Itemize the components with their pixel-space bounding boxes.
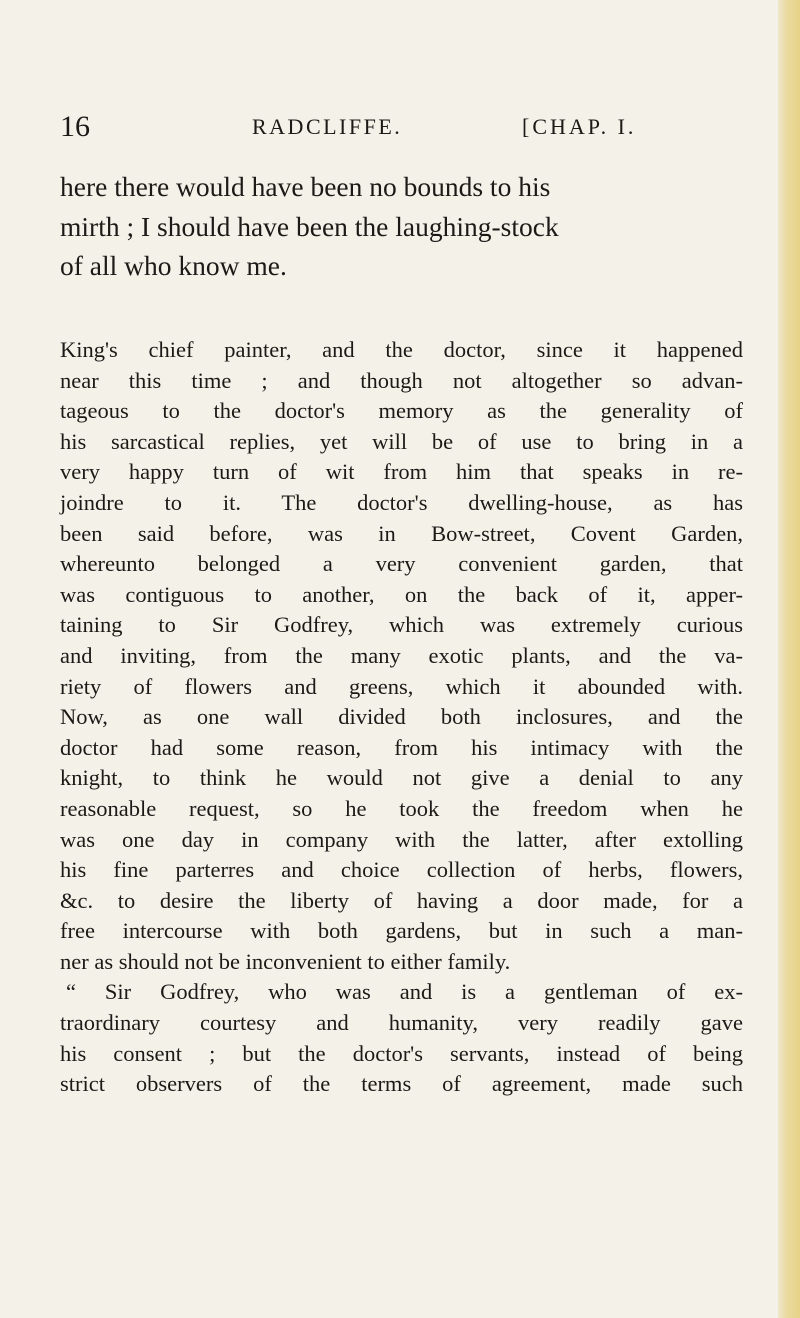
text-line: been said before, was in Bow-street, Covent Garden, — [60, 520, 743, 546]
running-head — [60, 105, 760, 149]
text-line: knight, to think he would not give a denial to any — [60, 765, 743, 791]
text-line: was one day in company with the latter, after extolling — [60, 826, 743, 852]
text-line: Now, as one wall divided both inclosures, and the — [60, 704, 743, 730]
text-line: taining to Sir Godfrey, which was extremely curious — [60, 612, 743, 638]
text-line: joindre to it. The doctor's dwelling-house, as has — [60, 489, 743, 515]
text-line: and inviting, from the many exotic plants, and the va- — [60, 642, 743, 668]
page-edge — [778, 0, 800, 1318]
text-line: his sarcastical replies, yet will be of use to bring in a — [60, 428, 743, 454]
main-paragraph — [60, 335, 743, 1100]
text-line: reasonable request, so he took the freedom when he — [60, 795, 743, 821]
text-line: here there would have been no bounds to his — [60, 171, 551, 202]
text-line: of all who know me. — [60, 250, 287, 281]
text-line: his consent ; but the doctor's servants, instead of being — [60, 1040, 743, 1066]
upper-paragraph — [60, 167, 750, 286]
text-line: his fine parterres and choice collection of herbs, flowers, — [60, 857, 743, 883]
text-line: doctor had some reason, from his intimacy with the — [60, 734, 743, 760]
running-title: RADCLIFFE. — [252, 114, 403, 139]
text-line: King's chief painter, and the doctor, since it happened — [60, 337, 743, 362]
page-number: 16 — [60, 110, 90, 143]
text-line: &c. to desire the liberty of having a door made, for a — [60, 887, 743, 913]
chapter-reference: [CHAP. I. — [522, 114, 637, 139]
text-line: very happy turn of wit from him that speaks in re- — [60, 459, 743, 485]
text-line: whereunto belonged a very convenient garden, that — [60, 551, 743, 577]
text-line: free intercourse with both gardens, but in such a man- — [60, 918, 743, 944]
text-line: riety of flowers and greens, which it abounded with. — [60, 673, 743, 699]
text-line: near this time ; and though not altogether so advan- — [60, 367, 743, 393]
text-line: tageous to the doctor's memory as the generality of — [60, 398, 743, 424]
text-line: traordinary courtesy and humanity, very readily gave — [60, 1010, 743, 1036]
text-line: “ Sir Godfrey, who was and is a gentleman of ex- — [66, 979, 743, 1005]
text-line: mirth ; I should have been the laughing-stock — [60, 210, 559, 242]
text-line: was contiguous to another, on the back of it, apper- — [60, 581, 743, 607]
text-line: ner as should not be inconvenient to either family. — [60, 948, 511, 974]
text-line: strict observers of the terms of agreement, made such — [60, 1071, 743, 1097]
